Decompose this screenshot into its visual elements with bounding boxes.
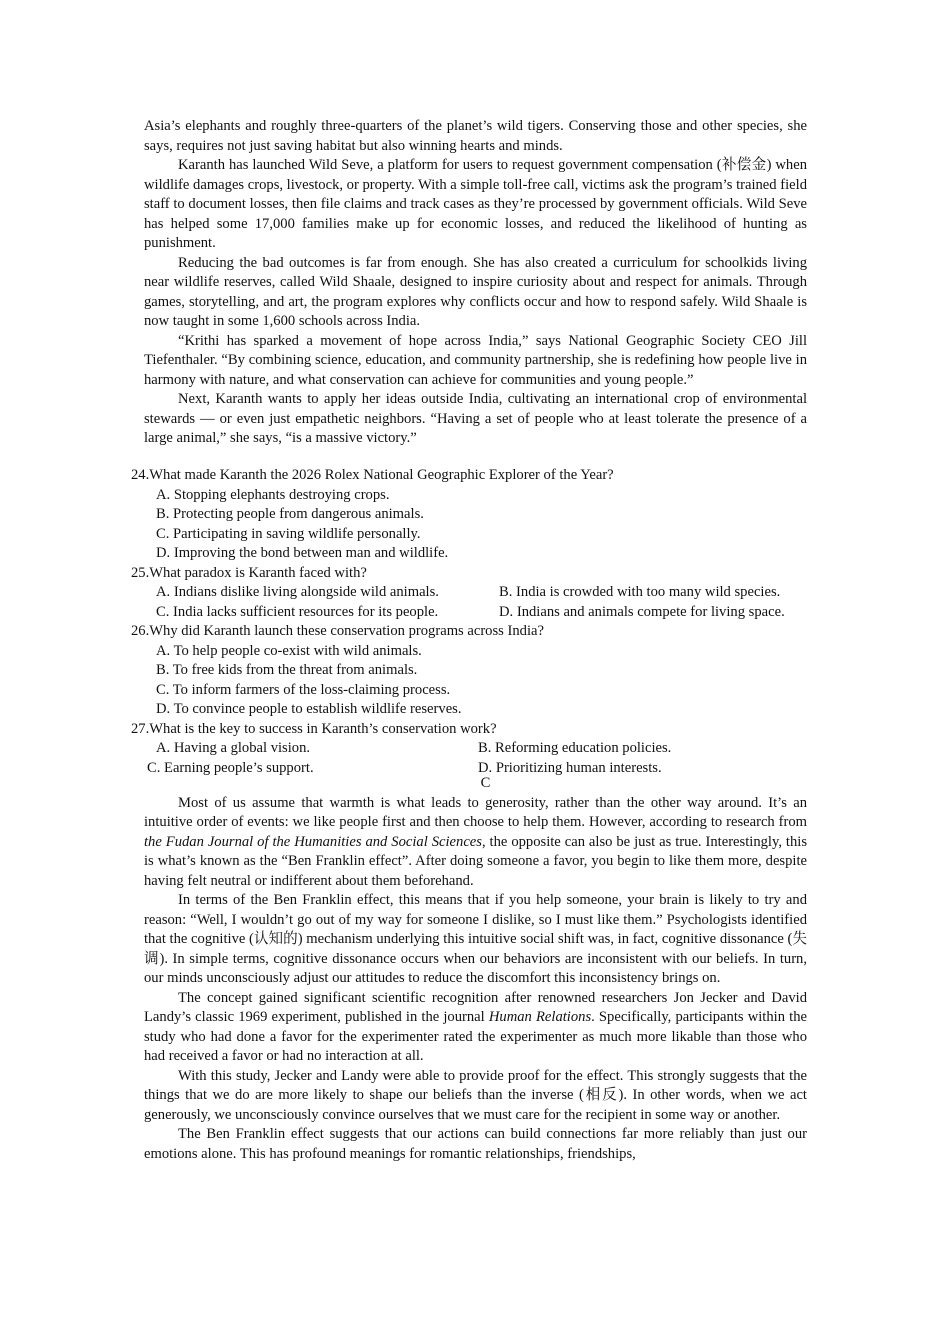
- question-24-option-b: B. Protecting people from dangerous animals.: [156, 506, 424, 522]
- question-25-option-b: B. India is crowded with too many wild species.: [499, 584, 781, 600]
- question-25-row-1: [131, 583, 831, 603]
- question-27-stem: 27.What is the key to success in Karanth’s conservation work?: [131, 720, 497, 737]
- paragraph: Asia’s elephants and roughly three-quarters of the planet’s wild tigers. Conserving those and other species, she says, requires not just saving habitat but also winning hearts and minds.: [144, 118, 807, 154]
- question-26-option-c: C. To inform farmers of the loss-claiming process.: [156, 681, 451, 698]
- question-24-stem: 24.What made Karanth the 2026 Rolex National Geographic Explorer of the Year?: [131, 467, 614, 483]
- paragraph-text: . Specifically, participants within the study who had done a favor for the experimenter rated the experimenter as much more likable than those who had received a favor or had no interaction at all.: [144, 1009, 807, 1064]
- question-24-option-a: A. Stopping elephants destroying crops.: [156, 486, 390, 503]
- journal-title: the Fudan Journal of the Humanities and Social Sciences: [144, 833, 482, 850]
- paragraph: [144, 989, 807, 1067]
- question-24-option-d: D. Improving the bond between man and wildlife.: [156, 545, 449, 561]
- question-27-row-1: [131, 739, 831, 759]
- question-25-option-c: C. India lacks sufficient resources for its people.: [156, 603, 439, 620]
- paragraph: With this study, Jecker and Landy were able to provide proof for the effect. This strongly suggests that the things that we do are more likely to shape our beliefs than the inverse (相反). In other words, when we act generously, we unconsciously convince ourselves that we must care for the recipient in some way or another.: [144, 1067, 807, 1123]
- question-group: [131, 466, 831, 778]
- passage-b-tail: [144, 117, 807, 449]
- paragraph: “Krithi has sparked a movement of hope across India,” says National Geographic Society CEO Jill Tiefenthaler. “By combining science, education, and community partnership, she is redefining how people live in harmony with nature, and what conservation can achieve for communities and young people.”: [144, 332, 807, 388]
- paragraph: Reducing the bad outcomes is far from enough. She has also created a curriculum for schoolkids living near wildlife reserves, called Wild Shaale, designed to inspire curiosity about and respect for animals. Through games, storytelling, and art, the program explores why conflicts occur and how to respond safely. Wild Shaale is now taught in some 1,600 schools across India.: [144, 254, 807, 329]
- paragraph: Karanth has launched Wild Seve, a platform for users to request government compensation (补偿金) when wildlife damages crops, livestock, or property. With a simple toll-free call, victims ask the program’s trained field staff to document losses, then file claims and track cases as they’re processed by government officials. Wild Seve has helped some 17,000 families make up for economic losses, and reduced the likelihood of hunting as punishment.: [144, 157, 807, 251]
- question-25-row-2: [131, 603, 831, 623]
- question-27-option-b: B. Reforming education policies.: [478, 740, 672, 756]
- paragraph-text: The concept gained significant scientific recognition after renowned researchers Jon Jecker and David Landy’s classic 1969 experiment, published in the journal: [144, 989, 807, 1025]
- paragraph: The Ben Franklin effect suggests that our actions can build connections far more reliably than just our emotions alone. This has profound meanings for romantic relationships, friendships,: [144, 1126, 807, 1162]
- question-27-option-d: D. Prioritizing human interests.: [478, 759, 662, 776]
- question-27-option-a: A. Having a global vision.: [156, 740, 311, 756]
- passage-c: [144, 774, 807, 1164]
- paragraph-text: Most of us assume that warmth is what leads to generosity, rather than the other way around. It’s an intuitive order of events: we like people first and then choose to help them. However, according to research from: [144, 794, 807, 830]
- question-24-option-c: C. Participating in saving wildlife personally.: [156, 525, 421, 542]
- paragraph-text: , the opposite can also be just as true. Interestingly, this is what’s known as the “Ben Franklin effect”. After doing someone a favor, you begin to like them more, despite having felt neutral or indifferent about them beforehand.: [144, 833, 808, 889]
- question-25-option-a: A. Indians dislike living alongside wild animals.: [156, 584, 439, 600]
- journal-title: Human Relations: [488, 1009, 592, 1025]
- question-25-option-d: D. Indians and animals compete for living space.: [499, 603, 785, 620]
- question-26-option-d: D. To convince people to establish wildlife reserves.: [156, 701, 462, 717]
- paragraph: Next, Karanth wants to apply her ideas outside India, cultivating an international crop of environmental stewards — or even just empathetic neighbors. “Having a set of people who at least tolerate the presence of a large animal,” she says, “is a massive victory.”: [144, 391, 807, 446]
- question-26-option-a: A. To help people co-exist with wild animals.: [156, 642, 422, 659]
- question-25-stem: 25.What paradox is Karanth faced with?: [131, 564, 367, 581]
- section-letter: C: [480, 775, 491, 791]
- question-26-option-b: B. To free kids from the threat from animals.: [156, 662, 418, 678]
- paragraph: [144, 794, 807, 892]
- question-27-option-c: C. Earning people’s support.: [147, 759, 314, 776]
- paragraph: In terms of the Ben Franklin effect, this means that if you help someone, your brain is likely to try and reason: “Well, I wouldn’t go out of my way for someone I dislike, so I must like them.” Psychologists identified that the cognitive (认知的) mechanism underlying this intuitive social shift was, in fact, cognitive dissonance (失调). In simple terms, cognitive dissonance occurs when our behaviors are inconsistent with our beliefs. In turn, our minds unconsciously adjust our attitudes to reduce the discomfort this inconsistency brings on.: [144, 892, 807, 986]
- question-26-stem: 26.Why did Karanth launch these conservation programs across India?: [131, 623, 544, 639]
